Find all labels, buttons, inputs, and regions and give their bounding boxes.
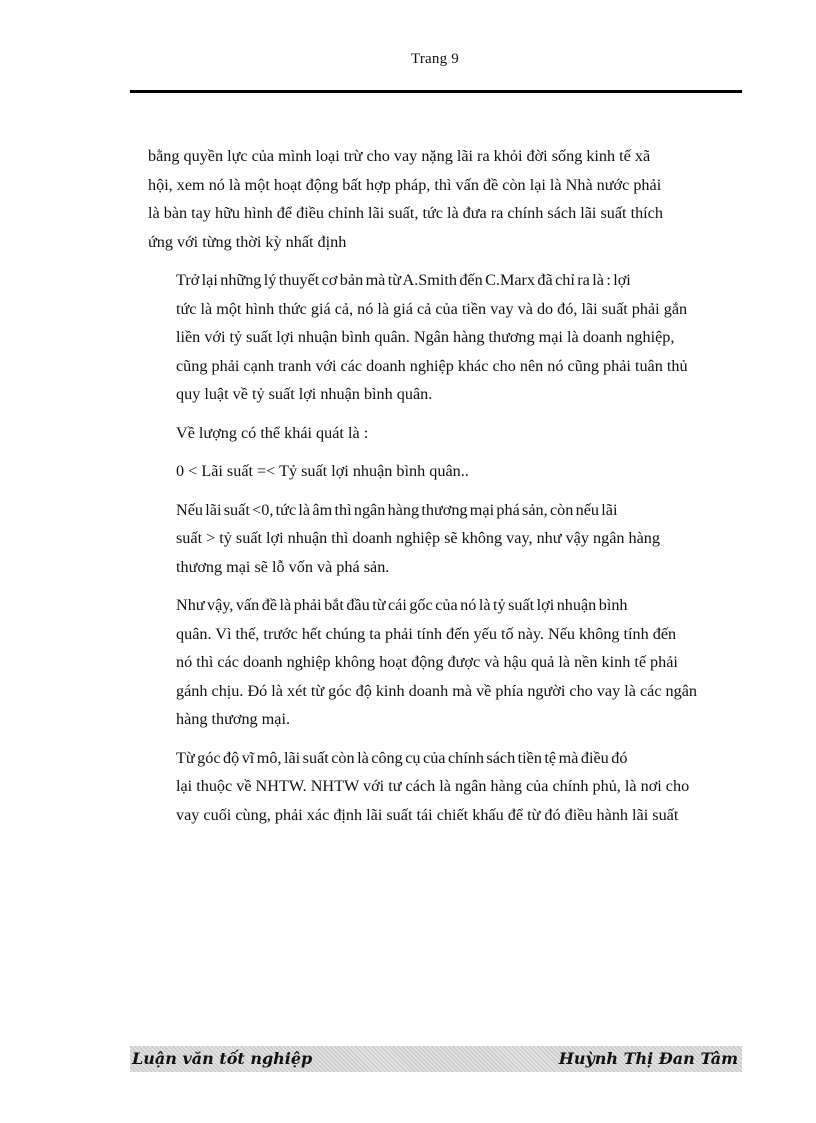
body-paragraph xyxy=(148,496,741,582)
body-paragraph xyxy=(148,142,741,256)
text-line: suất > tỷ suất lợi nhuận thì doanh nghiệp sẽ không vay, như vậy ngân hàng xyxy=(176,529,660,547)
text-line: liền với tỷ suất lợi nhuận bình quân. Ngân hàng thương mại là doanh nghiệp, xyxy=(176,328,675,346)
footer-thesis-title: Luận văn tốt nghiệp xyxy=(132,1049,313,1068)
text-line: Từ góc độ vĩ mô, lãi suất còn là công cụ của chính sách tiền tệ mà điều đó xyxy=(176,748,628,767)
text-line: hàng thương mại. xyxy=(176,710,290,728)
text-line: lại thuộc về NHTW. NHTW với tư cách là ngân hàng của chính phủ, là nơi cho xyxy=(176,777,690,795)
body-paragraph xyxy=(148,266,741,409)
footer-author-name: Huỳnh Thị Đan Tâm xyxy=(558,1049,738,1068)
text-line: quân. Vì thế, trước hết chúng ta phải tính đến yếu tố này. Nếu không tính đến xyxy=(176,624,677,643)
text-line: 0 < Lãi suất =< Tỷ suất lợi nhuận bình quân.. xyxy=(176,462,469,480)
text-line: nó thì các doanh nghiệp không hoạt động được và hậu quả là nền kinh tế phải xyxy=(176,653,678,671)
text-line: là bàn tay hữu hình để điều chỉnh lãi suất, tức là đưa ra chính sách lãi suất thích xyxy=(148,204,663,222)
body-paragraph xyxy=(148,419,741,448)
text-line: hội, xem nó là một hoạt động bất hợp pháp, thì vấn đề còn lại là Nhà nước phải xyxy=(148,175,662,194)
document-body xyxy=(148,142,741,839)
text-line: Trở lại những lý thuyết cơ bản mà từ A.Smith đến C.Marx đã chỉ ra là : lợi xyxy=(176,271,631,289)
text-line: quy luật về tỷ suất lợi nhuận bình quân. xyxy=(176,385,433,403)
text-line: Về lượng có thể khái quát là : xyxy=(176,423,369,442)
text-line: gánh chịu. Đó là xét từ góc độ kinh doanh mà về phía người cho vay là các ngân xyxy=(176,681,698,700)
text-line: cũng phải cạnh tranh với các doanh nghiệp khác cho nên nó cũng phải tuân thủ xyxy=(176,356,688,375)
footer-bar xyxy=(130,1046,742,1072)
body-paragraph xyxy=(148,457,741,486)
text-line: vay cuối cùng, phải xác định lãi suất tái chiết khấu để từ đó điều hành lãi suất xyxy=(176,805,679,824)
text-line: Nếu lãi suất <0, tức là âm thì ngân hàng thương mại phá sản, còn nếu lãi xyxy=(176,500,618,519)
text-line: tức là một hình thức giá cả, nó là giá cả của tiền vay và do đó, lãi suất phải gắn xyxy=(176,299,688,318)
text-line: bằng quyền lực của mình loại trừ cho vay nặng lãi ra khỏi đời sống kinh tế xã xyxy=(148,147,651,165)
text-line: Như vậy, vấn đề là phải bắt đầu từ cái gốc của nó là tỷ suất lợi nhuận bình xyxy=(176,596,628,614)
body-paragraph xyxy=(148,591,741,734)
body-paragraph xyxy=(148,744,741,830)
page-number-header: Trang 9 xyxy=(411,51,459,67)
text-line: thương mại sẽ lỗ vốn và phá sản. xyxy=(176,557,390,576)
text-line: ứng với từng thời kỳ nhất định xyxy=(148,232,347,251)
header-divider xyxy=(130,90,742,93)
